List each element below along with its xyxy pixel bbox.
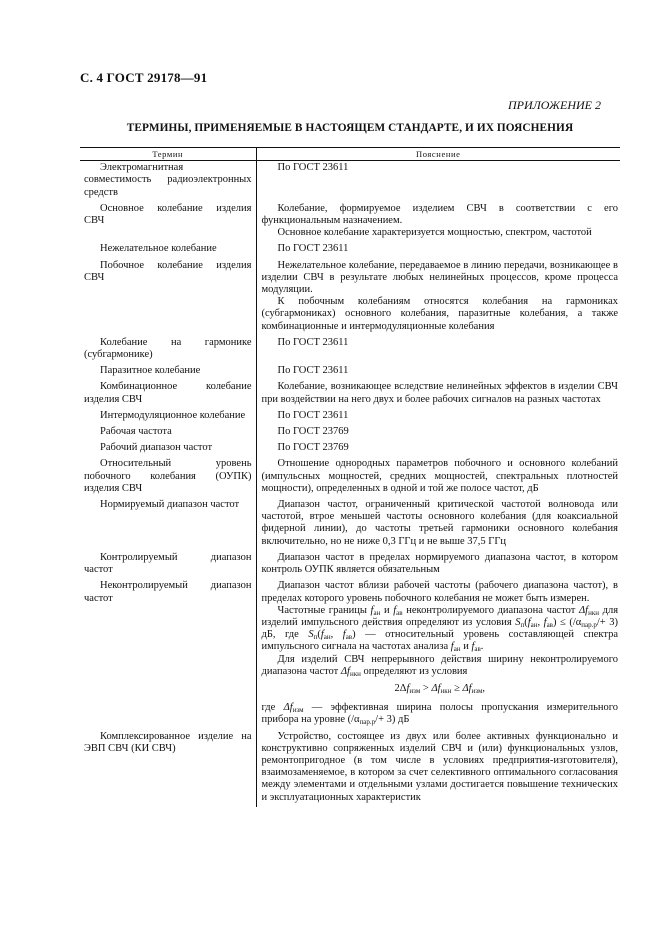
explanation-text: Колебание, возникающее вследствие нелинейных эффектов в изделии СВЧ при воздействии на него двух и более рабочих сигналов на разных частотах [261, 381, 618, 405]
term-cell: Интермодуляционное колебание [100, 409, 246, 421]
term-cell: Электромагнитная совместимость радиоэлектронных средств [84, 162, 252, 198]
explanation-cell [256, 579, 620, 729]
explanation-text: Колебание, формируемое изделием СВЧ в соответствии с его функциональным назначением. [261, 202, 618, 227]
term-cell: Рабочая частота [100, 426, 172, 438]
column-header-explanation: Пояснение [256, 148, 620, 161]
formula: $2\Delta f_{изм} > \Delta f_{нкн} \ge \Delta f_{изм}$, [394, 682, 486, 695]
term-cell: Паразитное колебание [100, 365, 201, 377]
table-row [80, 425, 620, 441]
table-row [80, 498, 620, 551]
continuous-action-text: Для изделий СВЧ непрерывного действия ширину неконтролируемого диапазона частот $\Delta f_{нкн}$ определяют из условия [261, 653, 618, 678]
explanation-text: По ГОСТ 23611 [277, 409, 349, 421]
table-row [80, 161, 620, 202]
explanation-text: К побочным колебаниям относятся колебания на гармониках (субгармониках) основного колебания, паразитные колебания, а также комбинационные и интермодуляционные колебания [261, 296, 618, 332]
appendix-label: ПРИЛОЖЕНИЕ 2 [508, 98, 601, 112]
table-row [80, 242, 620, 258]
table-header-row [80, 148, 620, 161]
table-row [80, 457, 620, 498]
explanation-text: По ГОСТ 23611 [277, 365, 349, 377]
term-cell: Контролируемый диапазон частот [84, 551, 252, 576]
table-row [80, 730, 620, 807]
explanation-text: По ГОСТ 23611 [277, 336, 349, 348]
document-title: ТЕРМИНЫ, ПРИМЕНЯЕМЫЕ В НАСТОЯЩЕМ СТАНДАРТЕ, И ИХ ПОЯСНЕНИЯ [126, 122, 574, 134]
term-cell: Комплексированное изделие на ЭВП СВЧ (КИ СВЧ) [84, 730, 252, 754]
table-row [80, 380, 620, 408]
page-header: С. 4 ГОСТ 29178—91 [80, 70, 208, 85]
term-cell: Побочное колебание изделия СВЧ [84, 259, 252, 283]
explanation-text: Диапазон частот вблизи рабочей частоты (рабочего диапазона частот), в пределах которого уровень побочного колебания не может быть измерен. [261, 580, 618, 604]
explanation-text: Диапазон частот в пределах нормируемого диапазона частот, в котором контроль ОУПК является обязательным [261, 551, 618, 576]
explanation-text: Основное колебание характеризуется мощностью, спектром, частотой [277, 227, 592, 239]
term-cell: Неконтролируемый диапазон частот [84, 580, 252, 604]
explanation-cell [256, 730, 620, 807]
table-row [80, 202, 620, 243]
explanation-cell [256, 441, 620, 457]
explanation-cell [256, 161, 620, 202]
explanation-cell [256, 498, 620, 551]
term-cell: Относительный уровень побочного колебания (ОУПК) изделия СВЧ [84, 458, 252, 494]
term-cell: Нежелательное колебание [100, 243, 217, 255]
term-cell: Рабочий диапазон частот [100, 442, 213, 454]
explanation-cell [256, 409, 620, 425]
table-row [80, 259, 620, 336]
explanation-cell [256, 364, 620, 380]
explanation-cell [256, 242, 620, 258]
term-cell: Нормируемый диапазон частот [100, 499, 240, 511]
explanation-cell [256, 425, 620, 441]
term-cell: Основное колебание изделия СВЧ [84, 202, 252, 227]
explanation-cell [256, 457, 620, 498]
explanation-text: Диапазон частот, ограниченный критической частотой волновода или частотой, втрое меньшей частоты основного колебания (для коаксиальной фидерной линии), до частоты третьей гармоники основного колебания включительно, но не ниже 0,3 ГГц и не выше 37,5 ГГц [261, 499, 618, 547]
explanation-cell [256, 259, 620, 336]
term-cell: Колебание на гармонике (субгармонике) [84, 336, 252, 361]
explanation-text: По ГОСТ 23769 [277, 442, 349, 454]
explanation-cell [256, 551, 620, 579]
table-row [80, 364, 620, 380]
table-row [80, 551, 620, 579]
explanation-text: Нежелательное колебание, передаваемое в линию передачи, возникающее в изделии СВЧ в результате любых нелинейных процессов, кроме процесса модуляции. [261, 259, 618, 296]
explanation-text: Устройство, состоящее из двух или более активных функционально и конструктивно сопряженных изделий СВЧ и (или) функциональных узлов, ремонтопригодное (в том числе в условиях предприятия-изготовителя), взаимозаменяемое, в котором за счет селективного оптимального согласования между элементами и отдельными узлами достигается повышение технических и эксплуатационных характеристик [261, 730, 618, 803]
table-row [80, 336, 620, 364]
explanation-cell [256, 202, 620, 243]
table-row [80, 409, 620, 425]
explanation-text: По ГОСТ 23611 [277, 243, 349, 255]
terms-table [80, 147, 620, 807]
column-header-term: Термин [80, 148, 256, 161]
term-cell: Комбинационное колебание изделия СВЧ [84, 381, 252, 405]
table-row [80, 579, 620, 729]
explanation-text: По ГОСТ 23769 [277, 426, 349, 438]
explanation-cell [256, 336, 620, 364]
formula-legend: где $\Delta f_{изм}$ — эффективная ширина полосы пропускания измерительного прибора на уровне $(/\alpha_{пар.р}/+ 3)$ дБ [261, 702, 619, 727]
frequency-bounds-text: Частотные границы $f_{ан}$ и $f_{ав}$ неконтролируемого диапазона частот $\Delta f_{нкн}$ для изделий импульсного действия определяют из условия $S_п(f_{ан}$, $f_{ав}) \le (/\alpha_{пар.р}/+ 3)$ дБ, где $S_п(f_{ан}$, $f_{ав}$) — относительный уровень составляющей спектра импульсного сигнала на частотах анализа $f_{ан}$ и $f_{ав}$. [261, 604, 619, 654]
explanation-cell [256, 380, 620, 408]
explanation-text: Отношение однородных параметров побочного и основного колебаний (импульсных мощностей, средних мощностей, спектральных плотностей мощности), определенных в одной и той же полосе частот, дБ [261, 458, 618, 494]
explanation-text: По ГОСТ 23611 [277, 162, 349, 174]
table-row [80, 441, 620, 457]
